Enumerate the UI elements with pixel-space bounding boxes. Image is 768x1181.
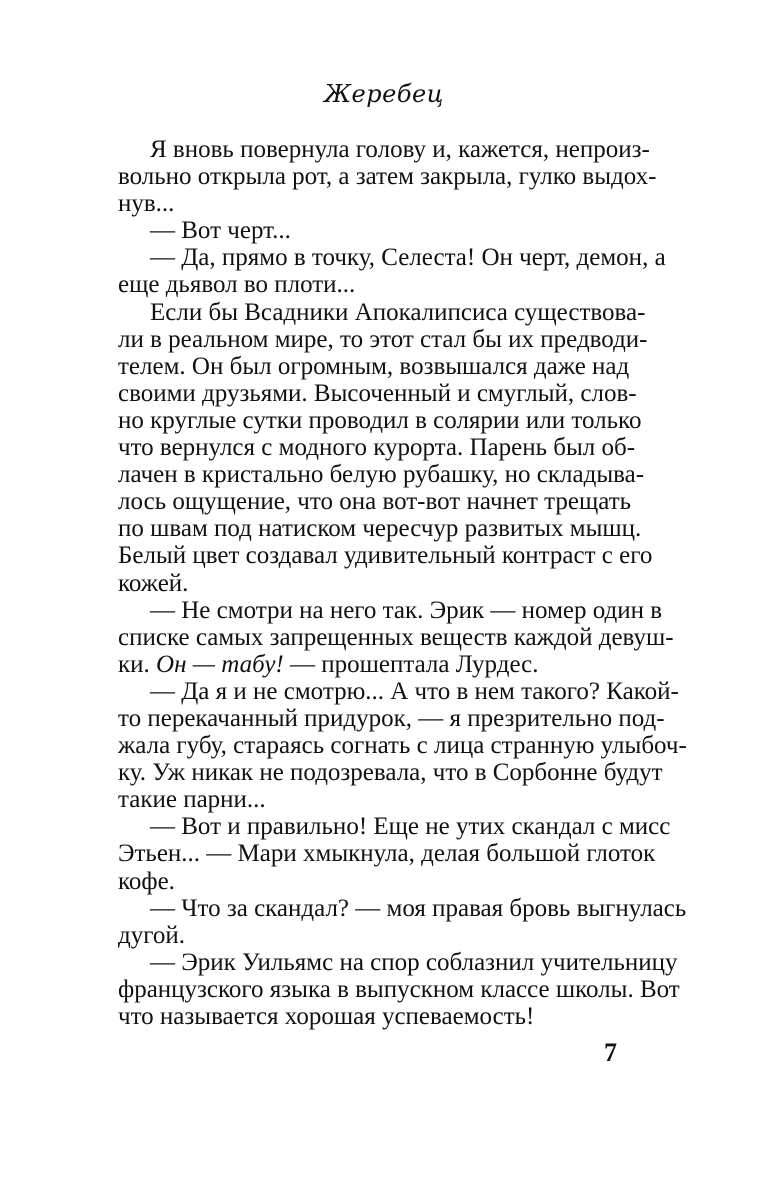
text-line: списке самых запрещенных веществ каждой девуш- [118, 623, 674, 651]
paragraph [86, 894, 687, 949]
text-line: вольно открыла рот, а затем закрыла, гулко выдох- [118, 163, 657, 191]
text-line: что называется хорошая успеваемость! [118, 1003, 535, 1030]
text-line: жала губу, стараясь согнать с лица странную улыбоч- [118, 732, 687, 760]
text-fragment: — прошептала Лурдес. [283, 650, 539, 678]
text-line [86, 298, 646, 326]
text-line [86, 651, 626, 678]
text-line: французского языка в выпускном классе школы. Вот [118, 975, 680, 1003]
text-line: Белый цвет создавал удивительный контраст с его [118, 542, 653, 570]
text-line-content: Если бы Всадники Апокалипсиса существова- [150, 298, 646, 326]
text-line: по швам под натиском чересчур развитых мышц. [118, 515, 642, 543]
text-line: Этьен... — Мари хмыкнула, делая большой глоток [118, 840, 656, 868]
text-line: что вернулся с модного курорта. Парень был об- [118, 434, 636, 462]
running-head: Жеребец [324, 80, 444, 108]
body-text [86, 136, 687, 1030]
paragraph [86, 813, 671, 895]
text-line: такие парни... [118, 786, 266, 814]
text-line [86, 813, 671, 841]
text-line: дугой. [118, 921, 185, 949]
text-line: еще дьявол во плоти... [118, 271, 356, 299]
text-line: лачен в кристально белую рубашку, но складыва- [118, 461, 645, 489]
paragraph [86, 136, 657, 218]
paragraph [86, 217, 626, 244]
text-line: лось ощущение, что она вот-вот начнет трещать [118, 488, 632, 516]
text-line-content: — Вот черт... [150, 217, 291, 245]
text-line-content: — Что за скандал? — моя правая бровь выгнулась [150, 894, 687, 922]
text-line [86, 136, 650, 163]
text-line-content: — Эрик Уильямс на спор соблазнил учительницу [150, 948, 678, 976]
text-line: нув... [118, 190, 175, 218]
text-line [86, 677, 679, 705]
text-line-content: — Вот и правильно! Еще не утих скандал с мисс [150, 813, 671, 841]
text-line [86, 244, 666, 272]
text-line-content: — Да я и не смотрю... А что в нем такого? Какой- [150, 677, 679, 705]
page-number: 7 [604, 1038, 617, 1067]
italic-emphasis: Он — табу! [156, 650, 284, 678]
paragraph [86, 677, 687, 814]
text-line [86, 948, 678, 976]
text-line: то перекачанный придурок, — я презрительно под- [118, 704, 665, 732]
text-line [86, 217, 626, 244]
text-line-content: Я вновь повернула голову и, кажется, непроиз- [150, 136, 650, 163]
text-line: но круглые сутки проводил в солярии или только [118, 406, 642, 434]
text-line [86, 894, 687, 922]
text-line: телем. Он был огромным, возвышался даже над [118, 352, 630, 380]
paragraph [86, 948, 680, 1030]
text-line-content: — Не смотри на него так. Эрик — номер один в [150, 596, 663, 624]
paragraph [86, 596, 674, 678]
text-line: своими друзьями. Высоченный и смуглый, слов- [118, 379, 637, 407]
text-line [86, 596, 663, 624]
text-line: ли в реальном мире, то этот стал бы их предводи- [118, 325, 648, 353]
paragraph [86, 244, 666, 299]
text-fragment: ки. [118, 650, 157, 678]
paragraph [86, 298, 653, 597]
text-line-content: — Да, прямо в точку, Селеста! Он черт, демон, а [150, 244, 666, 272]
text-line: кофе. [118, 867, 175, 895]
text-line: кожей. [118, 569, 189, 597]
text-line: ку. Уж никак не подозревала, что в Сорбонне будут [118, 759, 663, 787]
